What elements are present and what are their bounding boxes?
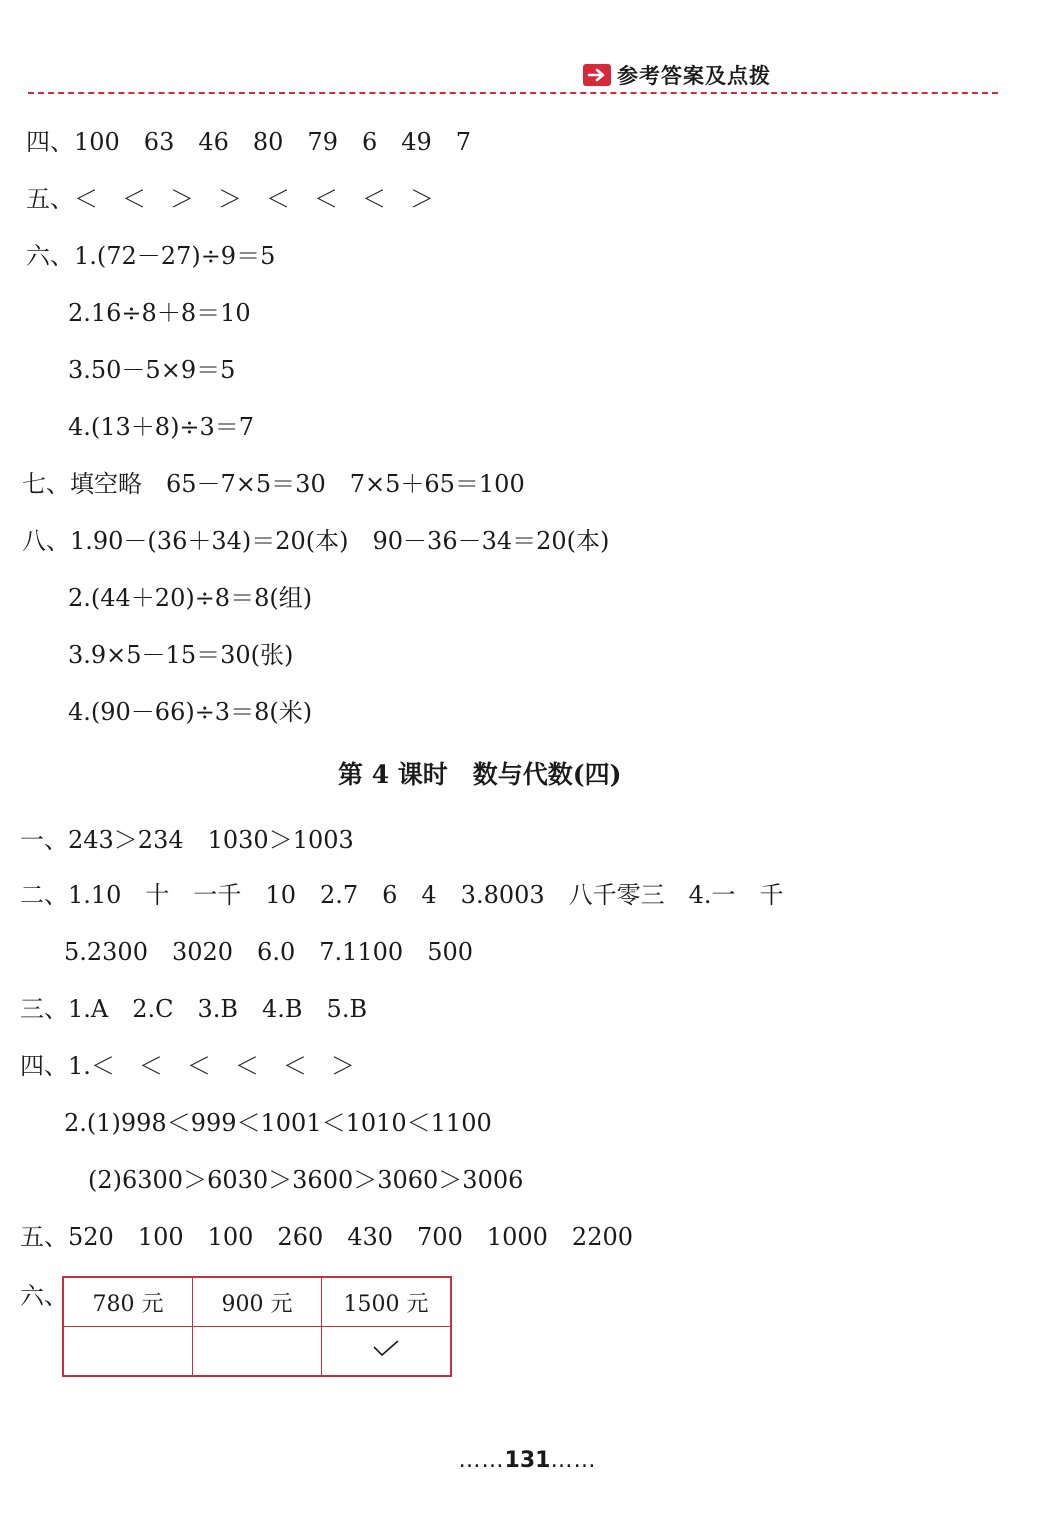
table-cell — [322, 1327, 452, 1377]
table-cell — [193, 1327, 322, 1377]
answer-line: 五、＜ ＜ ＞ ＞ ＜ ＜ ＜ ＞ — [26, 185, 434, 213]
answer-line: 二、1.10 十 一千 10 2.7 6 4 3.8003 八千零三 4.一 千 — [20, 881, 784, 909]
page-header — [583, 60, 771, 90]
table-row — [63, 1277, 451, 1327]
table-cell — [63, 1327, 193, 1377]
header-title: 参考答案及点拨 — [617, 64, 771, 88]
answer-line: 四、1.＜ ＜ ＜ ＜ ＜ ＞ — [20, 1052, 355, 1080]
table-row — [63, 1327, 451, 1377]
arrow-right-icon — [583, 64, 611, 86]
answer-line: 2.(44＋20)÷8＝8(组) — [20, 584, 313, 612]
answer-line: 八、1.90－(36＋34)＝20(本) 90－36－34＝20(本) — [22, 527, 610, 555]
page-number: 131 — [504, 1448, 551, 1473]
answer-line: 四、100 63 46 80 79 6 49 7 — [26, 128, 472, 156]
check-icon — [371, 1338, 401, 1364]
table-cell: 780 元 — [63, 1277, 193, 1327]
table-cell: 1500 元 — [322, 1277, 452, 1327]
answer-line: 5.2300 3020 6.0 7.1100 500 — [16, 938, 474, 966]
answer-line: 3.9×5－15＝30(张) — [20, 641, 294, 669]
footer-dots-left: …… — [458, 1448, 505, 1473]
answer-line: 一、243＞234 1030＞1003 — [20, 826, 354, 854]
answer-line: 六、 — [20, 1282, 68, 1310]
answer-line: 七、填空略 65－7×5＝30 7×5＋65＝100 — [22, 470, 525, 498]
answer-line: 五、520 100 100 260 430 700 1000 2200 — [20, 1223, 634, 1251]
answer-line: 3.50－5×9＝5 — [20, 356, 236, 384]
section-title: 第 4 课时 数与代数(四) — [338, 760, 622, 789]
answer-line: 4.(13＋8)÷3＝7 — [20, 413, 255, 441]
answer-line: 2.16÷8＋8＝10 — [20, 299, 251, 327]
answer-line: 三、1.A 2.C 3.B 4.B 5.B — [20, 995, 368, 1023]
answer-line: 六、1.(72－27)÷9＝5 — [26, 242, 276, 270]
answer-line: (2)6300＞6030＞3600＞3060＞3006 — [16, 1166, 524, 1194]
footer-dots-right: …… — [550, 1448, 597, 1473]
answer-table — [62, 1276, 452, 1377]
header-divider — [28, 92, 998, 94]
table-cell: 900 元 — [193, 1277, 322, 1327]
answer-line: 2.(1)998＜999＜1001＜1010＜1100 — [16, 1109, 492, 1137]
answer-line: 4.(90－66)÷3＝8(米) — [20, 698, 313, 726]
page-footer — [0, 1448, 1055, 1473]
